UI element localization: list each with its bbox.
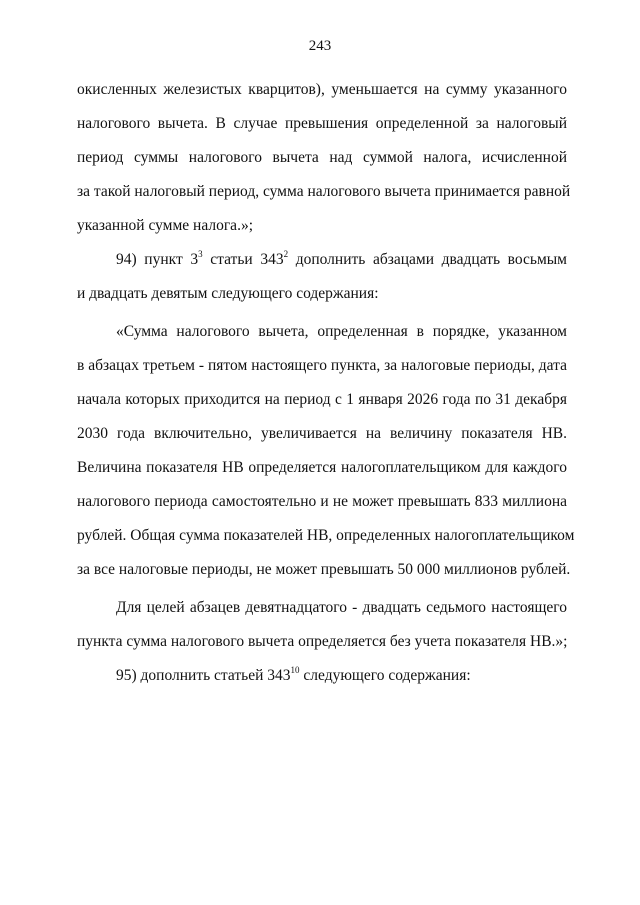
- text-line: пункта сумма налогового вычета определяется без учета показателя НВ.»;: [77, 633, 568, 650]
- item-95-heading: 95) дополнить статьей $343^{10}$ следующего содержания:: [116, 664, 471, 684]
- text-line: Для целей абзацев девятнадцатого - двадцать седьмого настоящего: [116, 599, 567, 616]
- text-line: налогового вычета. В случае превышения определенной за налоговый: [77, 115, 567, 132]
- text-line: Величина показателя НВ определяется налогоплательщиком для каждого: [77, 459, 567, 476]
- text-line: окисленных железистых кварцитов), уменьшается на сумму указанного: [77, 81, 567, 98]
- text-line: рублей. Общая сумма показателей НВ, определенных налогоплательщиком: [77, 527, 575, 544]
- text-line: 2030 года включительно, увеличивается на величину показателя НВ.: [77, 425, 567, 442]
- text-line: в абзацах третьем - пятом настоящего пункта, за налоговые периоды, дата: [77, 357, 567, 374]
- text-line: «Сумма налогового вычета, определенная в порядке, указанном: [116, 323, 567, 340]
- item-94-heading: 94) пункт $3^3$ статьи $343^2$ дополнить абзацами двадцать восьмым: [116, 248, 567, 268]
- text-line: и двадцать девятым следующего содержания:: [77, 285, 379, 302]
- text-line: за такой налоговый период, сумма налогового вычета принимается равной: [77, 183, 571, 200]
- page-number: 243: [308, 38, 332, 54]
- text-line: указанной сумме налога.»;: [77, 217, 253, 234]
- text-line: налогового периода самостоятельно и не может превышать 833 миллиона: [77, 493, 567, 510]
- text-line: за все налоговые периоды, не может превышать 50 000 миллионов рублей.: [77, 561, 571, 578]
- text-line: начала которых приходится на период с 1 января 2026 года по 31 декабря: [77, 391, 567, 408]
- text-line: период суммы налогового вычета над суммой налога, исчисленной: [77, 149, 567, 166]
